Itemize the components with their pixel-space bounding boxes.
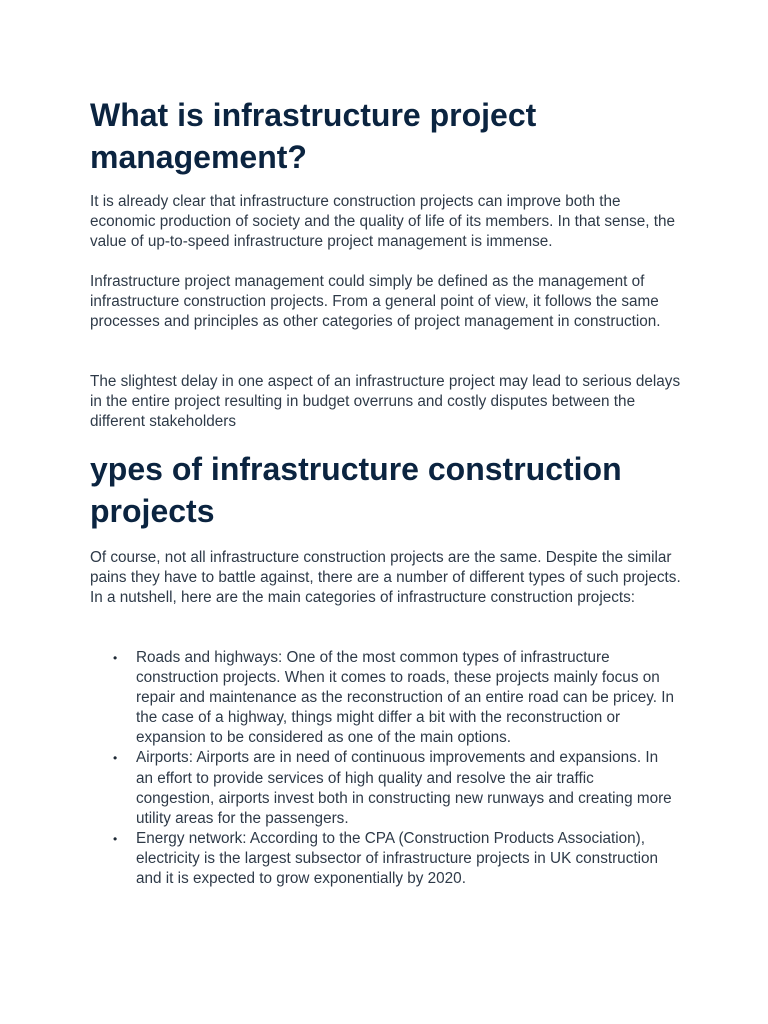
bullet-icon: •	[113, 751, 118, 766]
list-item-roads-highways	[90, 648, 676, 748]
bullet-icon: •	[113, 651, 118, 665]
list-item-airports	[90, 748, 676, 828]
bullet-icon: •	[113, 831, 118, 846]
paragraph-definition: Infrastructure project management could simply be defined as the management of infrastructure construction projects. From a general point of view, it follows the same processes and principles as other categories of project management in construction.	[90, 273, 661, 331]
list-item-text: Roads and highways: One of the most common types of infrastructure construction projects. When it comes to roads, these projects mainly focus on repair and maintenance as the reconstruction of an entire road can be pricey. In the case of a highway, things might differ a bit with the reconstruction or expansion to be considered as one of the main options.	[136, 649, 674, 747]
list-item-energy-network	[90, 829, 676, 889]
paragraph-delays: The slightest delay in one aspect of an infrastructure project may lead to serious delays in the entire project resulting in budget overruns and costly disputes between the different stakeholders	[90, 373, 681, 431]
list-item-text: Airports: Airports are in need of continuous improvements and expansions. In an effort to provide services of high quality and resolve the air traffic congestion, airports invest both in constructing new runways and creating more utility areas for the passengers.	[136, 749, 672, 827]
heading-types-of-projects: ypes of infrastructure construction projects	[90, 451, 622, 529]
paragraph-categories-intro: Of course, not all infrastructure construction projects are the same. Despite the similar pains they have to battle against, there are a number of different types of such projects. In a nutshell, here are the main categories of infrastructure construction projects:	[90, 549, 681, 607]
paragraph-intro: It is already clear that infrastructure construction projects can improve both the economic production of society and the quality of life of its members. In that sense, the value of up-to-speed infrastructure project management is immense.	[90, 193, 675, 251]
project-categories-list	[90, 648, 690, 889]
list-item-text: Energy network: According to the CPA (Construction Products Association), electricity is the largest subsector of infrastructure projects in UK construction and it is expected to grow exponentially by 2020.	[136, 829, 659, 888]
heading-what-is-infrastructure-pm: What is infrastructure project management?	[90, 97, 537, 175]
